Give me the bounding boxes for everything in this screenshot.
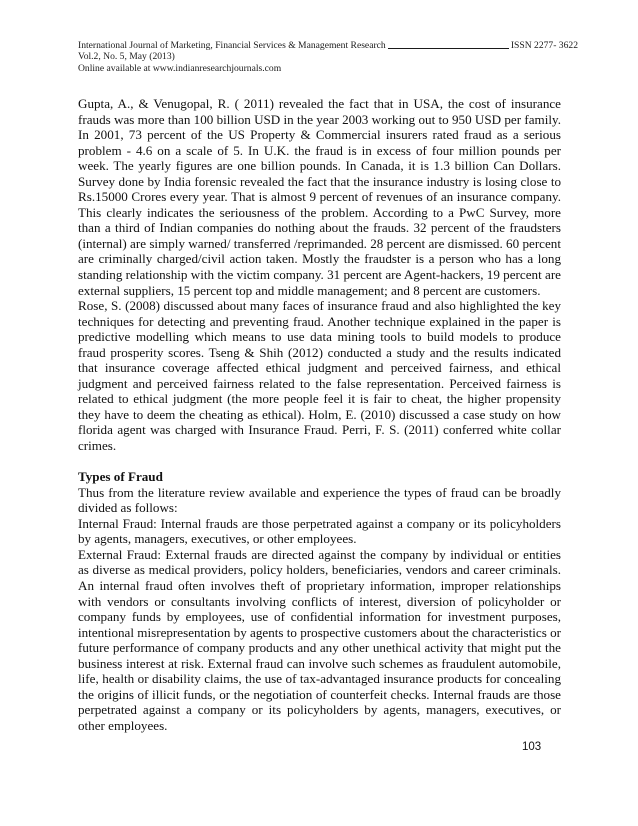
online-availability: Online available at www.indianresearchjournals.com — [78, 62, 282, 74]
volume-info: Vol.2, No. 5, May (2013) — [78, 51, 175, 63]
header-rule — [388, 40, 509, 49]
issn: ISSN 2277- 3622 — [510, 40, 578, 51]
paragraph-intro: Thus from the literature review available and experience the types of fraud can be broadly divided as follows: — [78, 484, 561, 516]
spacer — [78, 454, 561, 470]
paragraph-external-fraud: External Fraud: External frauds are directed against the company by individual or entities as diverse as medical providers, policy holders, beneficiaries, vendors and career criminals. An internal fraud often involves theft of proprietary information, improper relationships with vendors or consultants involving conflicts of interest, diversion of policyholder or company funds by employees, use of confidential information for investment purposes, intentional misrepresentation by agents to prospective customers about the characteristics or future performance of company products and any other unethical activity that might put the business interest at risk. External fraud can involve such schemes as fraudulent automobile, life, health or disability claims, the use of tax-advantaged insurance products for concealing the origins of illicit funds, or the negotiation of counterfeit checks. Internal frauds are those perpetrated against a company or its policyholders by agents, managers, executives, or other employees. — [78, 546, 561, 733]
running-header — [78, 40, 578, 74]
journal-title: International Journal of Marketing, Financial Services & Management Research — [78, 40, 386, 51]
paragraph-rose: Rose, S. (2008) discussed about many faces of insurance fraud and also highlighted the key techniques for detecting and preventing fraud. Another technique explained in the paper is predictive modelling which means to use data mining tools to build models to produce fraud prosperity scores. Tseng & Shih (2012) conducted a study and the results indicated that insurance coverage affected ethical judgment and perceived fairness, and ethical judgment and perceived fairness related to the false representation. Perceived fairness is related to ethical judgment (the more people feel it is fair to cheat, the higher propensity they have to deem the cheating as ethical). Holm, E. (2010) discussed a case study on how florida agent was charged with Insurance Fraud. Perri, F. S. (2011) conferred white collar crimes. — [78, 298, 561, 454]
paragraph-internal-fraud: Internal Fraud: Internal frauds are those perpetrated against a company or its policyholders by agents, managers, executives, or other employees. — [78, 515, 561, 547]
section-heading: Types of Fraud — [78, 469, 163, 485]
page-number: 103 — [522, 741, 542, 753]
header-line — [78, 40, 578, 51]
paragraph-gupta: Gupta, A., & Venugopal, R. ( 2011) revealed the fact that in USA, the cost of insurance frauds was more than 100 billion USD in the year 2003 working out to 950 USD per family. In 2001, 73 percent of the US Property & Commercial insurers rated fraud as a serious problem - 4.6 on a scale of 5. In U.K. the fraud is in excess of four million pounds per week. The yearly figures are one billion pounds. In Canada, it is 1.3 billion Can Dollars. Survey done by India forensic revealed the fact that the insurance industry is losing close to Rs.15000 Crores every year. That is almost 9 percent of revenues of an insurance company. This clearly indicates the seriousness of the problem. According to a PwC Survey, more than a third of Indian companies do nothing about the frauds. 32 percent of the fraudsters (internal) are simply warned/ transferred /reprimanded. 28 percent are dismissed. 60 percent are criminally charged/civil action taken. Mostly the fraudster is a person who has a long standing relationship with the victim company. 31 percent are Agent-hackers, 19 percent are external suppliers, 15 percent top and middle management; and 8 percent are customers. — [78, 96, 561, 298]
body-text — [78, 96, 561, 733]
